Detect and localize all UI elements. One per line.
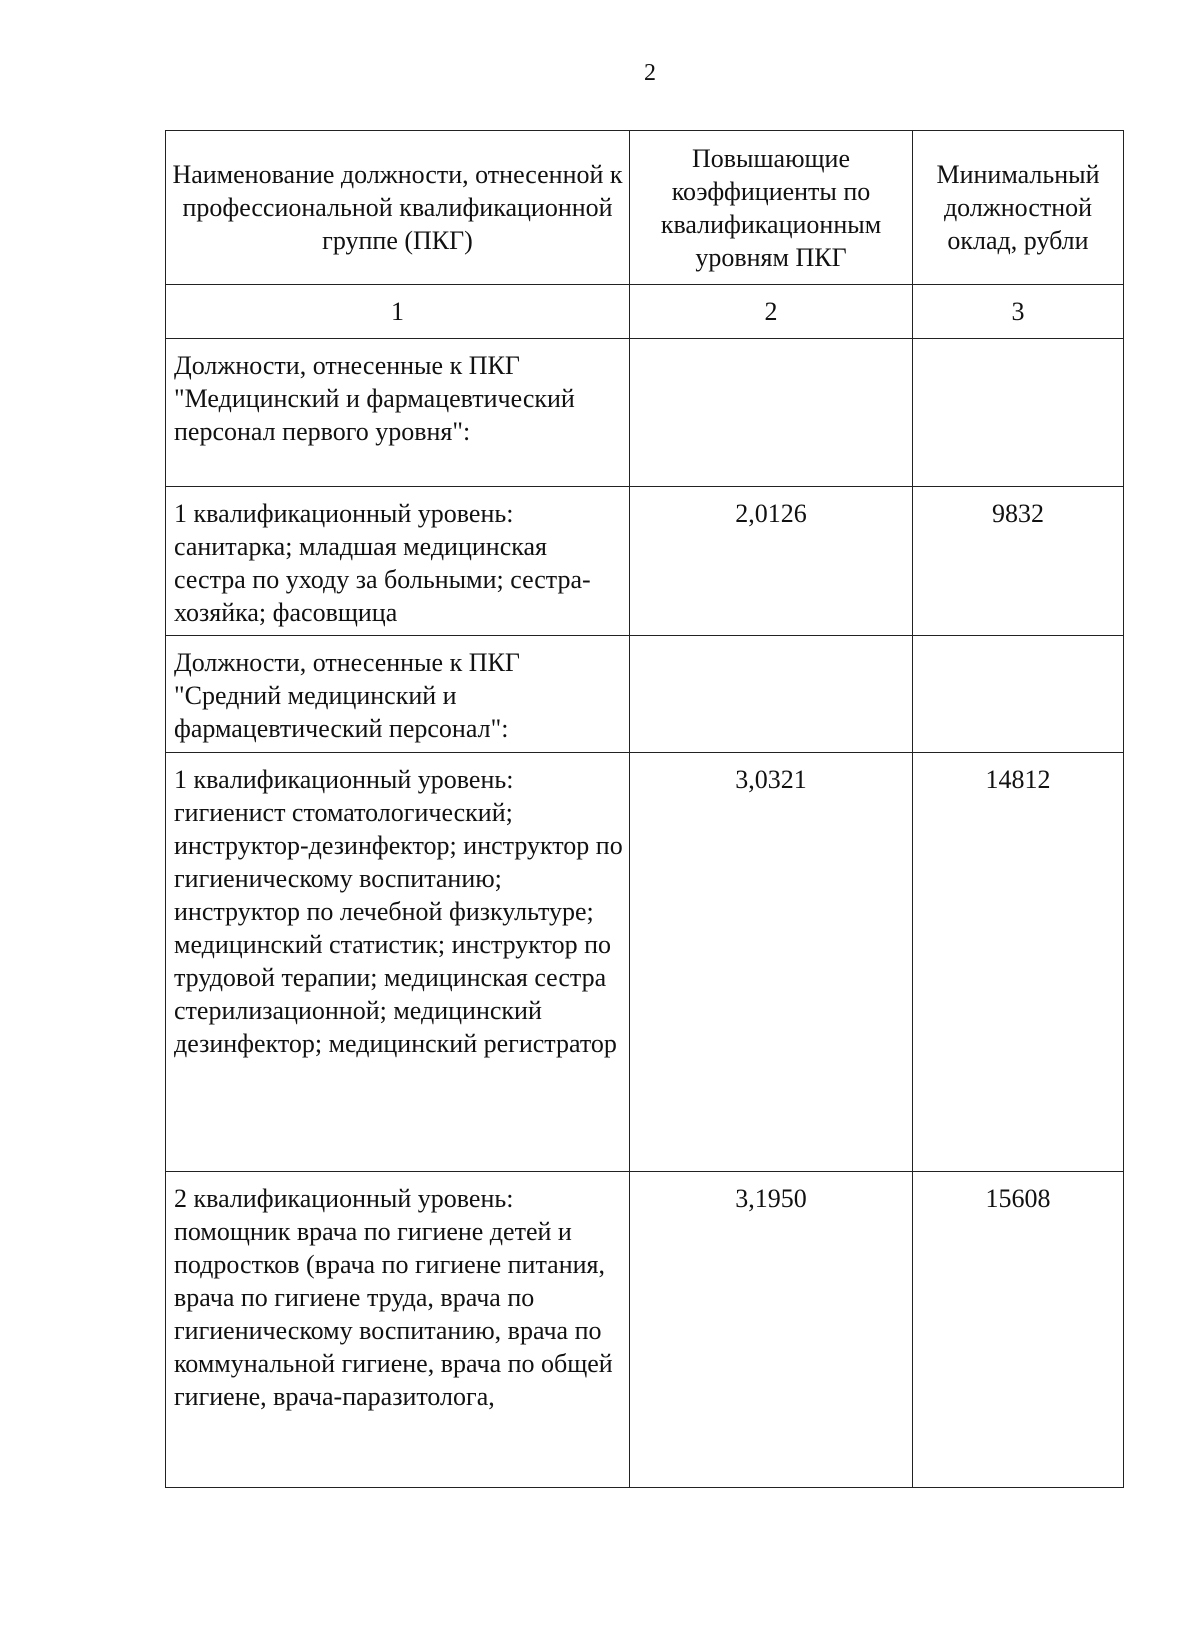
salary-cell: 9832 <box>913 487 1124 636</box>
position-name-cell: 1 квалификационный уровень: гигиенист стоматологический; инструктор-дезинфектор; инструктор по гигиеническому воспитанию; инструктор по лечебной физкультуре; медицинский статистик; инструктор по трудовой терапии; медицинская сестра стерилизационной; медицинский дезинфектор; медицинский регистратор <box>166 753 630 1172</box>
table-row <box>166 1172 1124 1488</box>
header-position-name: Наименование должности, отнесенной к профессиональной квалификационной группе (ПКГ) <box>166 131 630 285</box>
salary-table <box>165 130 1124 1488</box>
coefficient-cell: 3,0321 <box>630 753 913 1172</box>
header-min-salary: Минимальный должностной оклад, рубли <box>913 131 1124 285</box>
header-coefficients: Повышающие коэффициенты по квалификационным уровням ПКГ <box>630 131 913 285</box>
column-number-row <box>166 285 1124 339</box>
coefficient-cell: 2,0126 <box>630 487 913 636</box>
coefficient-cell <box>630 339 913 487</box>
position-name-cell: Должности, отнесенные к ПКГ "Медицинский и фармацевтический персонал первого уровня": <box>166 339 630 487</box>
position-name-cell: 1 квалификационный уровень: санитарка; младшая медицинская сестра по уходу за больными; сестра-хозяйка; фасовщица <box>166 487 630 636</box>
column-number: 2 <box>630 285 913 339</box>
salary-table-container <box>165 130 1123 1488</box>
table-row <box>166 753 1124 1172</box>
position-name-cell: 2 квалификационный уровень: помощник врача по гигиене детей и подростков (врача по гигиене питания, врача по гигиене труда, врача по гигиеническому воспитанию, врача по коммунальной гигиене, врача по общей гигиене, врача-паразитолога, <box>166 1172 630 1488</box>
coefficient-cell: 3,1950 <box>630 1172 913 1488</box>
column-number: 1 <box>166 285 630 339</box>
table-row <box>166 487 1124 636</box>
coefficient-cell <box>630 636 913 753</box>
table-row <box>166 636 1124 753</box>
position-name-cell: Должности, отнесенные к ПКГ "Средний медицинский и фармацевтический персонал": <box>166 636 630 753</box>
salary-cell: 14812 <box>913 753 1124 1172</box>
salary-cell <box>913 339 1124 487</box>
header-row <box>166 131 1124 285</box>
column-number: 3 <box>913 285 1124 339</box>
page-number: 2 <box>644 60 656 86</box>
salary-cell: 15608 <box>913 1172 1124 1488</box>
table-row <box>166 339 1124 487</box>
salary-cell <box>913 636 1124 753</box>
